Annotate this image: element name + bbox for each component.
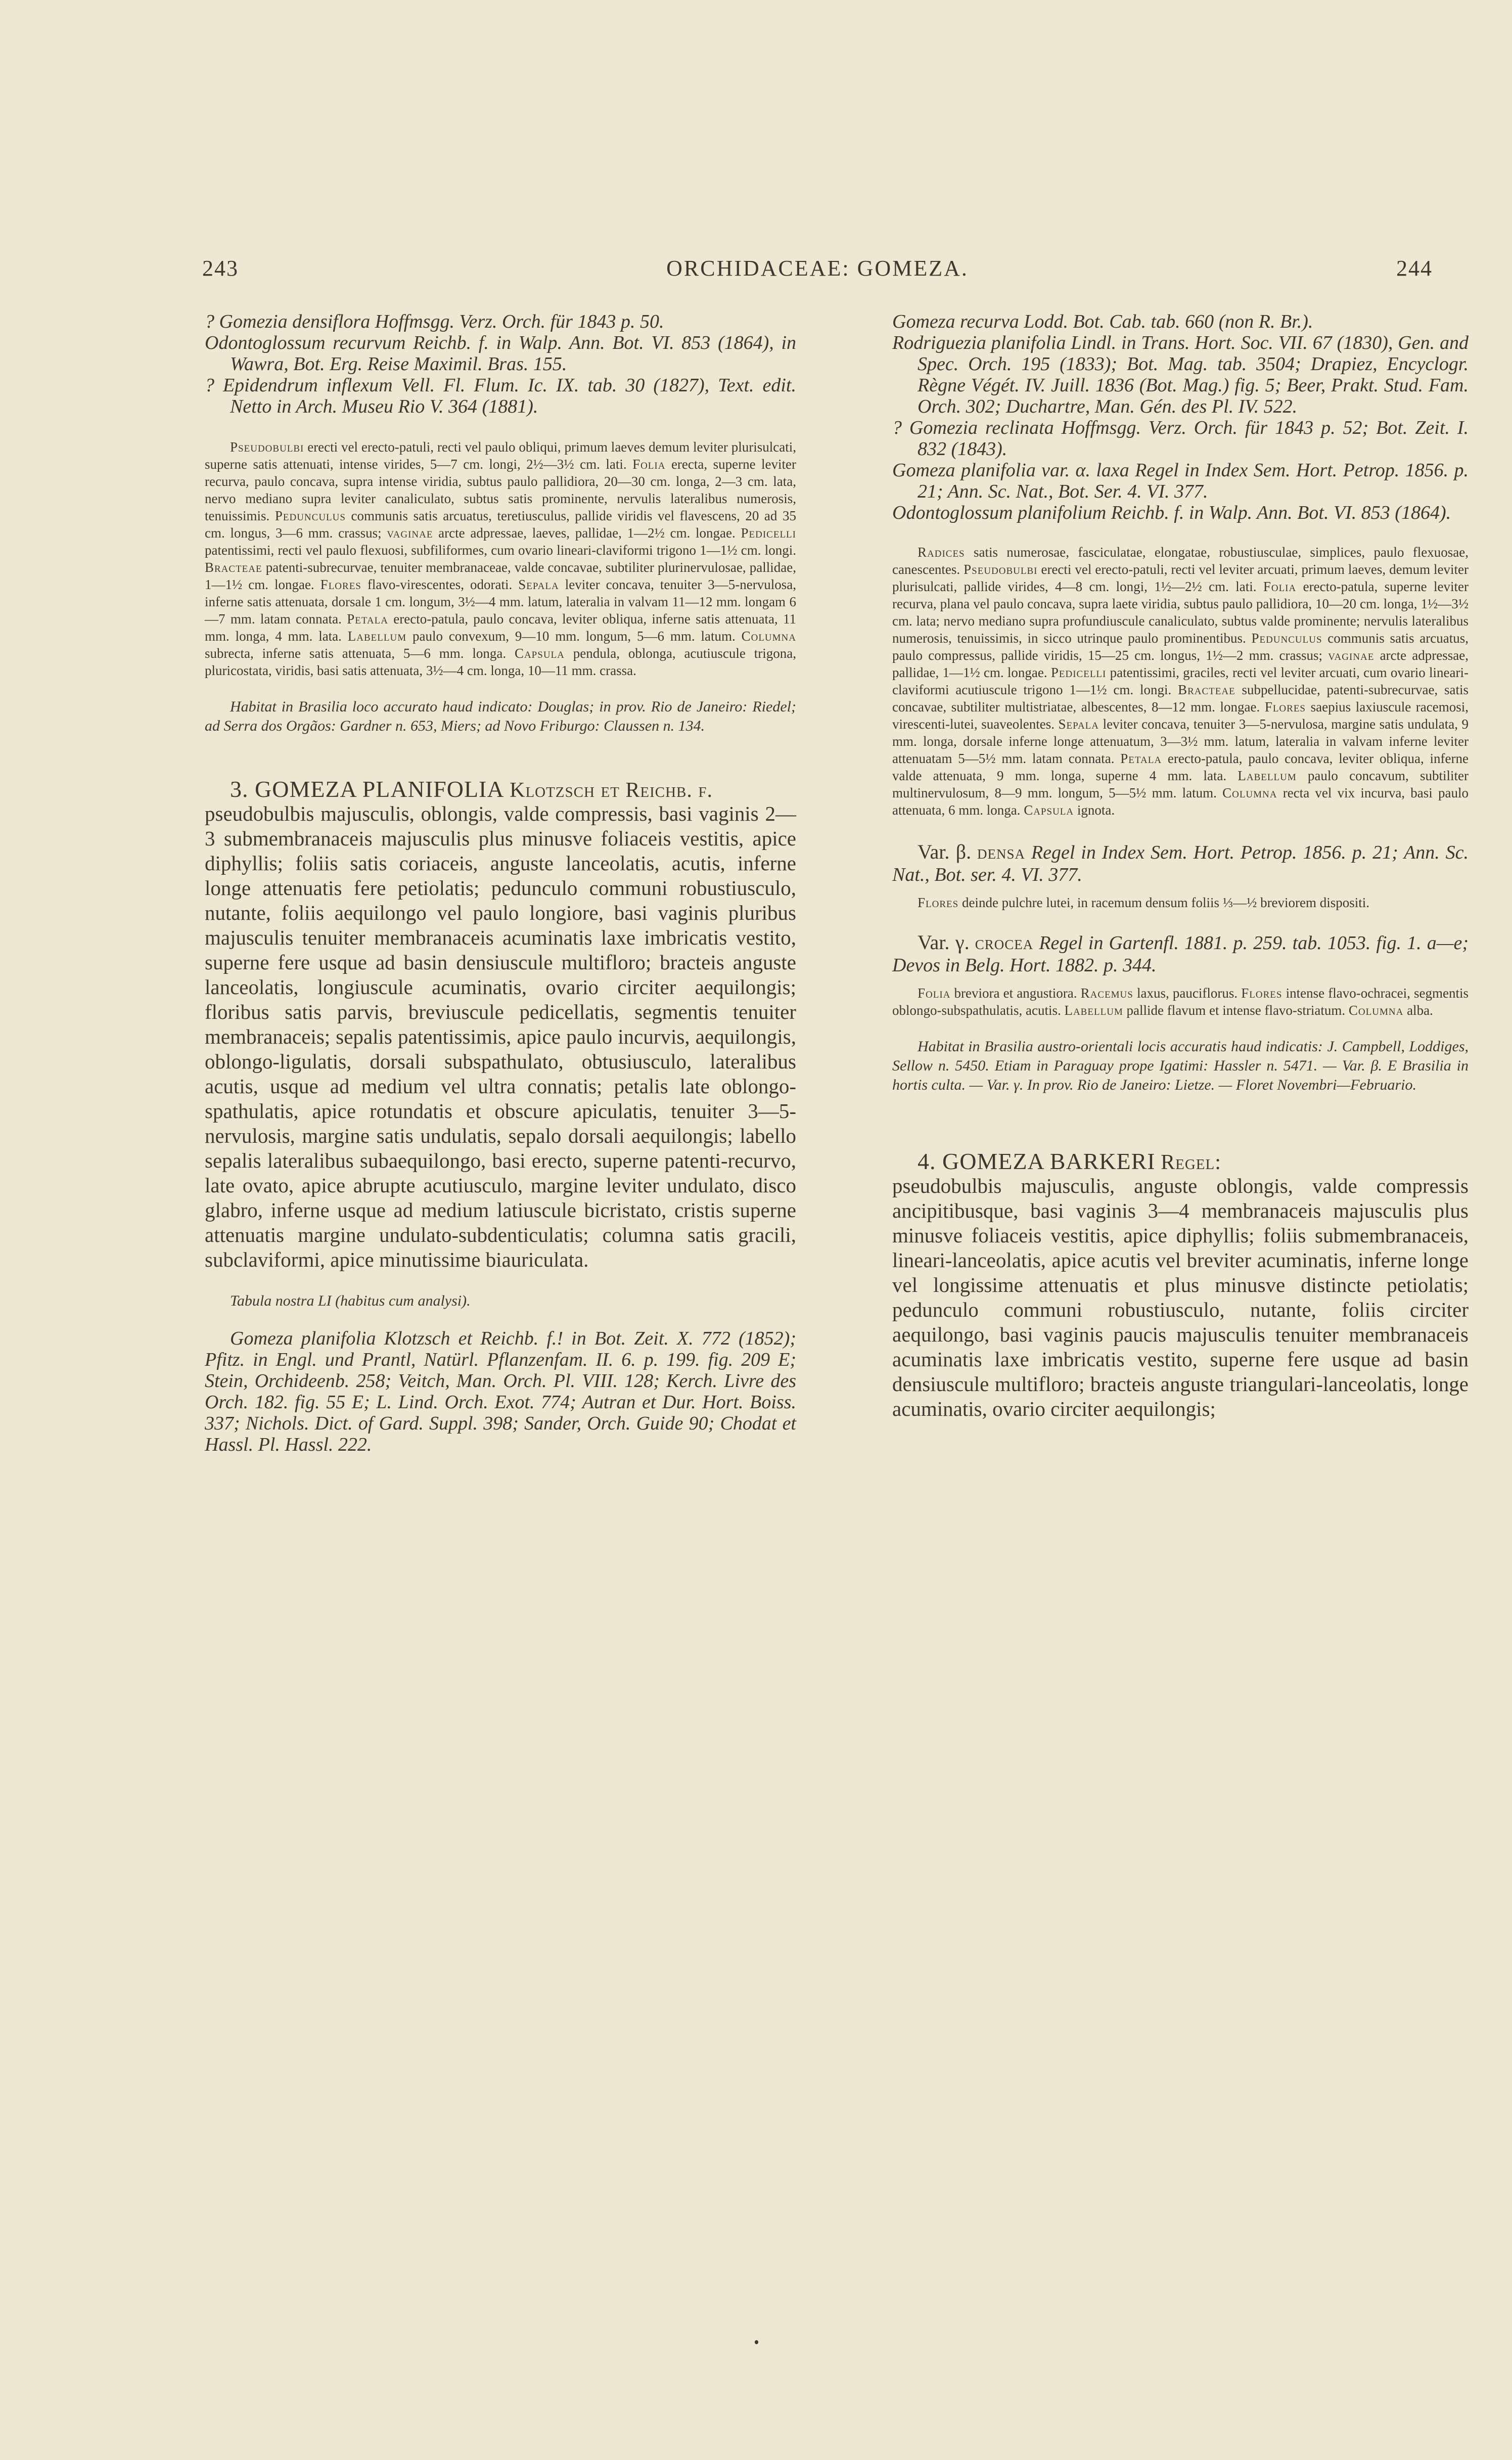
term: vaginae xyxy=(1328,648,1374,663)
term: Pedunculus xyxy=(1251,631,1322,646)
text: leviter concava, tenuiter 3—5-nervulosa, inferne satis attenuata, dorsale 1 cm. longum, 3½—4 mm. latum, lateralia in valvam 11—12 mm. longam 6—7 mm. latam connata. xyxy=(205,577,796,627)
variety-name: crocea xyxy=(975,932,1034,954)
species-description xyxy=(892,544,1469,819)
left-column xyxy=(205,311,796,1455)
variety-citation: Regel in Index Sem. Hort. Petrop. 1856. p. 21; Ann. Sc. Nat., Bot. ser. 4. VI. 377. xyxy=(892,842,1469,885)
term: Labellum xyxy=(1238,768,1297,783)
text: alba. xyxy=(1403,1003,1433,1018)
term: vaginae xyxy=(387,525,433,541)
species-diagnosis: pseudobulbis majusculis, oblongis, valde compressis, basi vaginis 2—3 submembranaceis majusculis plus minusve foliaceis vestitis, apice diphyllis; foliis satis coriaceis, anguste lanceolatis, acutis, inferne longe attenuatis fere petiolatis; pedunculo communi robustiusculo, nutante, foliis aequilongo vel paulo longiore, basi vaginis pluribus majusculis tenuiter membranaceis acuminatis laxe imbricatis vestito, superne fere usque ad basin densiuscule multifloro; bracteis anguste lanceolatis, longiuscule acuminatis, ovario circiter aequilongis; floribus satis parvis, breviuscule pedicellatis, segmentis tenuiter membranaceis; sepalis patentissimis, apice paulo incurvis, aequilongis, oblongo-ligulatis, dorsali subspathulato, obtusiusculo, lateralibus acutis, usque ad medium vel ultra connatis; petalis late oblongo-spathulatis, apice rotundatis et obscure apiculatis, tenuiter 3—5-nervulosis, margine satis undulatis, sepalo dorsali aequilongis; labello sepalis lateralibus subaequilongo, basi erecto, superne patenti-recurvo, late ovato, apice abrupte acutiusculo, margine leviter undulato, disco glabro, inferne usque ad medium latiuscule bicristato, cristis superne attenuatis margine undulato-subdenticulatis; columna satis gracili, subclaviformi, apice minutissime biauriculata. xyxy=(205,802,796,1271)
synonym-entry: ? Epidendrum inflexum Vell. Fl. Flum. Ic. IX. tab. 30 (1827), Text. edit. Netto in Arch. Museu Rio V. 364 (1881). xyxy=(205,375,796,417)
text: arcte adpressae, laeves, pallidae, 1—2½ cm. longae. xyxy=(433,525,741,541)
term: Capsula xyxy=(1024,802,1074,818)
term: Columna xyxy=(741,629,796,644)
text: communis satis arcuatus, paulo compressus, pallide viridis, 15—25 cm. longus, 1½—2 mm. crassus; xyxy=(892,631,1469,663)
variety-beta xyxy=(892,841,1469,886)
species-authors: Regel: xyxy=(1161,1151,1221,1174)
text: patenti-subrecurvae, tenuiter membranaceae, valde concavae, subtiliter plurinervulosae, pallidae, 1—1½ cm. longae. xyxy=(205,560,796,592)
synonym-entry: Odontoglossum planifolium Reichb. f. in Walp. Ann. Bot. VI. 853 (1864). xyxy=(892,502,1451,523)
term: Sepala xyxy=(518,577,559,592)
term: Pseudobulbi xyxy=(964,562,1038,577)
synonym-entry: Rodriguezia planifolia Lindl. in Trans. Hort. Soc. VII. 67 (1830), Gen. and Spec. Orch. 195 (1833); Bot. Mag. tab. 3504; Drapiez, Encyclogr. Règne Végét. IV. Juill. 1836 (Bot. Mag.) fig. 5; Beer, Prakt. Stud. Fam. Orch. 302; Duchartre, Man. Gén. des Pl. IV. 522. xyxy=(892,332,1469,417)
text: pallide flavum et intense flavo-striatum. xyxy=(1123,1003,1349,1018)
variety-name: densa xyxy=(977,842,1025,863)
term: Folia xyxy=(918,986,951,1001)
text: pendula, oblonga, acutiuscule trigona, pluricostata, viridis, basi satis attenuata, 3½—4 cm. longa, 10—11 mm. crassa. xyxy=(205,646,796,678)
species-heading xyxy=(205,778,796,801)
term: Capsula xyxy=(514,646,565,661)
text: communis satis arcuatus, teretiusculus, pallide viridis vel flavescens, 20 ad 35 cm. longus, 3—6 mm. crassus; xyxy=(205,508,796,541)
habitat-note: Habitat in Brasilia austro-orientali locis accuratis haud indicatis: J. Campbell, Loddiges, Sellow n. 5450. Etiam in Paraguay prope Igatimi: Hassler n. 5471. — Var. β. E Brasilia in hortis culta. — Var. γ. In prov. Rio de Janeiro: Lietze. — Floret Novembri—Februario. xyxy=(892,1038,1469,1093)
term: Pseudobulbi xyxy=(230,439,304,455)
text: erecto-patula, paulo concava, leviter obliqua, inferne valde attenuata, 9 mm. longa, superne 4 mm. lata. xyxy=(892,751,1469,783)
text: flavo-virescentes, odorati. xyxy=(361,577,519,592)
running-header xyxy=(202,255,1433,286)
synonym-list xyxy=(892,311,1469,523)
text: subpellucidae, patenti-subrecurvae, satis concavae, subtiliter multistriatae, albescentes, 8—12 mm. longae. xyxy=(892,682,1469,714)
term: Flores xyxy=(1241,986,1282,1001)
text: recta vel vix incurva, basi paulo attenuata, 6 mm. longa. xyxy=(892,785,1469,818)
text: paulo concavum, subtiliter multinervulosum, 8—9 mm. longum, 5—5½ mm. latum. xyxy=(892,768,1469,800)
term: Columna xyxy=(1222,785,1277,800)
term: Labellum xyxy=(1064,1003,1123,1018)
term: Petala xyxy=(347,611,388,627)
text: erecto-patula, paulo concava, leviter obliqua, inferne satis attenuata, 11 mm. longa, 4 mm. lata. xyxy=(205,611,796,644)
synonym-entry: Gomeza recurva Lodd. Bot. Cab. tab. 660 (non R. Br.). xyxy=(892,311,1313,332)
term: Racemus xyxy=(1080,986,1133,1001)
text: intense flavo-ochracei, segmentis oblongo-subspathulatis, acutis. xyxy=(892,986,1469,1018)
synonym-list: Gomeza planifolia Klotzsch et Reichb. f.! in Bot. Zeit. X. 772 (1852); Pfitz. in Engl. und Prantl, Natürl. Pflanzenfam. II. 6. p. 199. fig. 209 E; Stein, Orchideenb. 258; Veitch, Man. Orch. Pl. VIII. 128; Kerch. Livre des Orch. 182. fig. 55 E; L. Lind. Orch. Exot. 774; Autran et Dur. Hort. Boiss. 337; Nichols. Dict. of Gard. Suppl. 398; Sander, Orch. Guide 90; Chodat et Hassl. Pl. Hassl. 222. xyxy=(205,1328,796,1455)
habitat-note: Habitat in Brasilia loco accurato haud indicato: Douglas; in prov. Rio de Janeiro: Riedel; ad Serra dos Orgãos: Gardner n. 653, Miers; ad Novo Friburgo: Claussen n. 134. xyxy=(205,698,796,734)
term: Columna xyxy=(1348,1003,1404,1018)
variety-label: Var. γ. xyxy=(918,931,970,954)
term: Petala xyxy=(1120,751,1162,766)
term: Radices xyxy=(918,545,965,560)
text: erecti vel erecto-patuli, recti vel leviter arcuati, primum laeves, demum leviter plurisulcati, pallide virides, 4—8 cm. longi, 1½—2½ cm. lati. xyxy=(892,562,1469,594)
text: ignota. xyxy=(1074,802,1115,818)
species-title: 4. GOMEZA BARKERI xyxy=(918,1148,1156,1174)
synonym-list xyxy=(205,311,796,417)
running-title: ORCHIDACEAE: GOMEZA. xyxy=(666,256,969,281)
text: patentissimi, recti vel paulo flexuosi, subfiliformes, cum ovario lineari-claviformi trigono 1—1½ cm. longi. xyxy=(205,543,796,558)
synonym-entry: ? Gomezia reclinata Hoffmsgg. Verz. Orch. für 1843 p. 52; Bot. Zeit. I. 832 (1843). xyxy=(892,417,1469,460)
text: saepius laxiuscule racemosi, virescenti-lutei, suaveolentes. xyxy=(892,699,1469,732)
variety-gamma xyxy=(892,931,1469,976)
synonym-entry: Gomeza planifolia var. α. laxa Regel in Index Sem. Hort. Petrop. 1856. p. 21; Ann. Sc. Nat., Bot. Ser. 4. VI. 377. xyxy=(892,460,1469,502)
term: Flores xyxy=(918,895,959,910)
variety-label: Var. β. xyxy=(918,840,972,863)
text: leviter concava, tenuiter 3—5-nervulosa, margine satis undulata, 9 mm. longa, dorsale inferne longe attenuatum, 3—3½ mm. latum, lateralia in valvam inferne leviter attenuatam 5—5½ mm. latam connata. xyxy=(892,717,1469,766)
text: deinde pulchre lutei, in racemum densum foliis ⅓—½ breviorem dispositi. xyxy=(958,895,1370,910)
variety-description xyxy=(892,894,1469,911)
term: Labellum xyxy=(347,629,407,644)
text: patentissimi, graciles, recti vel leviter arcuati, cum ovario lineari-claviformi acutiuscule trigono 1—1½ cm. longi. xyxy=(892,665,1469,697)
text: erecta, superne leviter recurva, paulo concava, supra intense viridia, subtus paulo pallidiora, 20—30 cm. longa, 2—3 cm. lata, nervo mediano supra leviter canaliculato, subtus satis prominente, nervulis lateralibus numerosis, tenuissimis. xyxy=(205,457,796,523)
text: laxus, pauciflorus. xyxy=(1133,986,1242,1001)
term: Sepala xyxy=(1058,717,1099,732)
term: Folia xyxy=(1263,579,1297,594)
term: Flores xyxy=(320,577,361,592)
term: Folia xyxy=(632,457,666,472)
text: erecti vel erecto-patuli, recti vel paulo obliqui, primum laeves demum leviter plurisulcati, superne satis attenuati, intense virides, 5—7 cm. longi, 2½—3½ cm. lati. xyxy=(205,439,796,472)
term: Bracteae xyxy=(1178,682,1235,697)
species-heading xyxy=(892,1150,1469,1174)
term: Pedicelli xyxy=(741,525,796,541)
term: Pedicelli xyxy=(1050,665,1107,680)
species-title: 3. GOMEZA PLANIFOLIA xyxy=(230,776,505,802)
text: subrecta, inferne satis attenuata, 5—6 mm. longa. xyxy=(205,646,515,661)
species-diagnosis: pseudobulbis majusculis, anguste oblongis, valde compressis ancipitibusque, basi vaginis 3—4 membranaceis majusculis plus minusve foliaceis vestitis, apice diphyllis; foliis submembranaceis, lineari-lanceolatis, apice acutis vel breviter acuminatis, inferne longe vel longissime attenuatis et plus minusve distincte petiolatis; pedunculo communi robustiusculo, nutante, foliis circiter aequilongo, basi vaginis paucis majusculis tenuiter membranaceis acuminatis laxe imbricatis vestito, superne fere usque ad basin densiuscule multifloro; bracteis anguste triangulari-lanceolatis, longe acuminatis, ovario circiter aequilongis; xyxy=(892,1174,1469,1420)
term: Bracteae xyxy=(205,560,262,575)
page-number-right: 244 xyxy=(1396,256,1433,281)
species-description xyxy=(205,438,796,679)
synonym-entry: Odontoglossum recurvum Reichb. f. in Walp. Ann. Bot. VI. 853 (1864), in Wawra, Bot. Erg. Reise Maximil. Bras. 155. xyxy=(205,332,796,375)
variety-citation: Regel in Gartenfl. 1881. p. 259. tab. 1053. fig. 1. a—e; Devos in Belg. Hort. 1882. p. 344. xyxy=(892,932,1469,976)
text: paulo convexum, 9—10 mm. longum, 5—6 mm. latum. xyxy=(406,629,742,644)
text: breviora et angustiora. xyxy=(950,986,1081,1001)
right-column xyxy=(892,311,1469,1421)
species-authors: Klotzsch et Reichb. f. xyxy=(510,779,713,802)
term: Pedunculus xyxy=(274,508,346,523)
plate-reference: Tabula nostra LI (habitus cum analysi). xyxy=(230,1292,471,1309)
text: erecto-patula, superne leviter recurva, plana vel paulo concava, supra laete viridia, subtus paulo pallidiora, 10—20 cm. longa, 1½—3½ cm. lata; nervo mediano supra profundiuscule canaliculato, subtus valde prominente; nervulis lateralibus numerosis, tenuissimis, in sicco utrinque paulo prominentibus. xyxy=(892,579,1469,646)
text: arcte adpressae, pallidae, 1—1½ cm. longae. xyxy=(892,648,1469,680)
page-number-left: 243 xyxy=(202,256,239,281)
term: Flores xyxy=(1264,699,1306,714)
synonym-entry: ? Gomezia densiflora Hoffmsgg. Verz. Orch. für 1843 p. 50. xyxy=(205,311,664,332)
variety-description xyxy=(892,985,1469,1019)
ink-speck xyxy=(755,2340,758,2344)
text: satis numerosae, fasciculatae, elongatae, robustiusculae, simplices, paulo flexuosae, canescentes. xyxy=(892,545,1469,577)
